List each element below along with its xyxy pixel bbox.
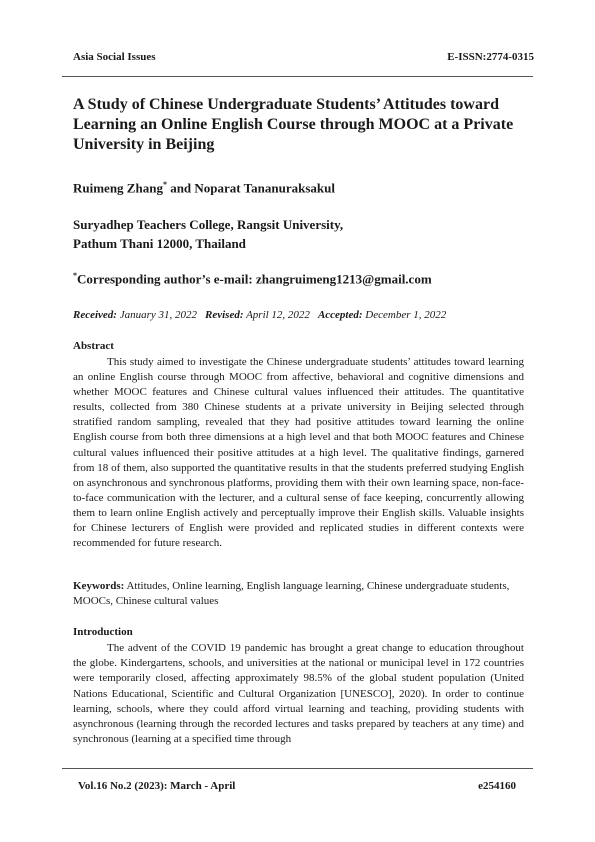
revised-date: April 12, 2022 bbox=[246, 309, 310, 321]
author-line bbox=[73, 180, 335, 196]
issn: E-ISSN:2774-0315 bbox=[447, 51, 534, 63]
volume-info: Vol.16 No.2 (2023): March - April bbox=[78, 780, 236, 792]
author-1: Ruimeng Zhang bbox=[73, 180, 163, 196]
keywords bbox=[73, 579, 524, 609]
corresponding-mark: * bbox=[73, 271, 77, 280]
corresponding-email: Corresponding author’s e-mail: zhangruimeng1213@gmail.com bbox=[77, 271, 432, 287]
footer-rule bbox=[62, 768, 533, 769]
received-date: January 31, 2022 bbox=[119, 309, 198, 321]
accepted-date: December 1, 2022 bbox=[365, 309, 447, 321]
received-label: Received: bbox=[73, 309, 117, 321]
article-id: e254160 bbox=[478, 780, 516, 792]
paper-title: A Study of Chinese Undergraduate Students’ Attitudes toward Learning an Online English Course through MOOC at a Private University in Beijing bbox=[73, 96, 514, 153]
abstract-body: This study aimed to investigate the Chinese undergraduate students’ attitudes toward learning an online English course through MOOC from affective, behavioral and cognitive dimensions and whether MOOC features and Chinese cultural values influenced their attitudes. The quantitative results, collected from 380 Chinese students at a private university in Beijing selected through stratified random sampling, revealed that they had positive attitudes toward learning the online English course from both three dimensions at a high level and that both MOOC features and Chinese cultural values influenced their positive attitudes at a high level. The qualitative findings, garnered from 18 of them, also supported the quantitative results in that the students preferred studying English on asynchronous and synchronous platforms, providing them with their own learning space, non-face-to-face communication with the lecturer, and a cultural sense of face keeping, concurrently allowing them to learn online English actively and perceptually improve their English skills. Valuable insights for Chinese lecturers of English were provided and replicated studies in different contexts were recommended for future research. bbox=[73, 356, 524, 550]
submission-dates bbox=[73, 309, 446, 321]
header-rule bbox=[62, 76, 533, 77]
affiliation bbox=[73, 215, 343, 253]
introduction-body: The advent of the COVID 19 pandemic has brought a great change to education throughout the globe. Kindergartens, schools, and universities at the national or municipal level in 172 countries were temporarily closed, affecting approximately 98.5% of the global student population (United Nations Educational, Scientific and Cultural Organization [UNESCO], 2020). In order to continue learning, schools, where they could afford virtual learning and teaching, providing students with asynchronous (learning through the recorded lectures and tasks prepared by teachers at any time) and synchronous (learning at a specified time through bbox=[73, 642, 524, 746]
introduction-heading: Introduction bbox=[73, 626, 133, 638]
affiliation-line-1: Suryadhep Teachers College, Rangsit University, bbox=[73, 217, 344, 232]
affiliation-line-2: Pathum Thani 12000, Thailand bbox=[73, 236, 246, 251]
corresponding-mark: * bbox=[162, 180, 167, 189]
abstract-heading: Abstract bbox=[73, 340, 114, 352]
revised-label: Revised: bbox=[205, 309, 244, 321]
accepted-label: Accepted: bbox=[317, 309, 363, 321]
keywords-label: Keywords: bbox=[73, 580, 125, 592]
corresponding-author bbox=[73, 271, 432, 287]
keywords-text: Attitudes, Online learning, English language learning, Chinese undergraduate students, MOOCs, Chinese cultural values bbox=[73, 580, 510, 607]
author-connector: and bbox=[166, 180, 195, 196]
journal-name: Asia Social Issues bbox=[73, 51, 156, 63]
author-2: Noparat Tananuraksakul bbox=[194, 180, 335, 196]
